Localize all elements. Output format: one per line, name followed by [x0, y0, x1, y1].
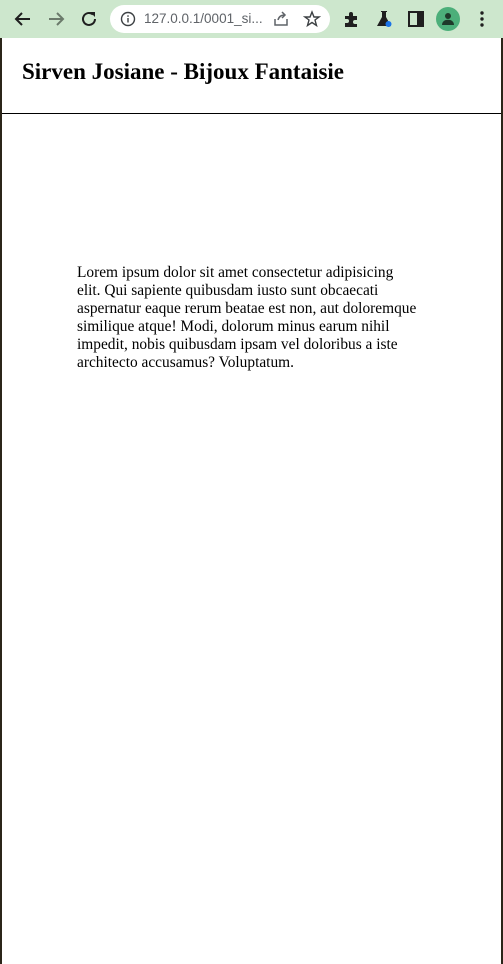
reload-icon: [79, 9, 99, 29]
info-icon[interactable]: [120, 11, 136, 27]
arrow-right-icon: [46, 9, 66, 29]
browser-toolbar: [0, 0, 503, 38]
profile-button[interactable]: [436, 7, 460, 31]
profile-icon: [439, 10, 457, 28]
address-bar[interactable]: [110, 5, 330, 33]
site-header: [2, 38, 501, 114]
flask-icon[interactable]: [374, 9, 394, 29]
puzzle-icon[interactable]: [342, 9, 362, 29]
side-panel-icon[interactable]: [406, 9, 426, 29]
body-paragraph: Lorem ipsum dolor sit amet consectetur adipisicing elit. Qui sapiente quibusdam iusto sunt obcaecati aspernatur eaque rerum beatae est non, aut doloremque similique atque! Modi, dolorum minus earum nihil impedit, nobis quibusdam ipsam vel doloribus a iste architecto accusamus? Voluptatum.: [77, 264, 417, 371]
share-icon[interactable]: [272, 10, 290, 28]
forward-button[interactable]: [44, 7, 68, 31]
star-icon[interactable]: [303, 10, 321, 28]
url-text[interactable]: 127.0.0.1/0001_si...: [144, 11, 263, 26]
back-button[interactable]: [11, 7, 35, 31]
kebab-menu-icon[interactable]: [472, 9, 492, 29]
arrow-left-icon: [13, 9, 33, 29]
page-viewport: [2, 38, 501, 964]
page-title: Sirven Josiane - Bijoux Fantaisie: [22, 59, 345, 84]
reload-button[interactable]: [77, 7, 101, 31]
